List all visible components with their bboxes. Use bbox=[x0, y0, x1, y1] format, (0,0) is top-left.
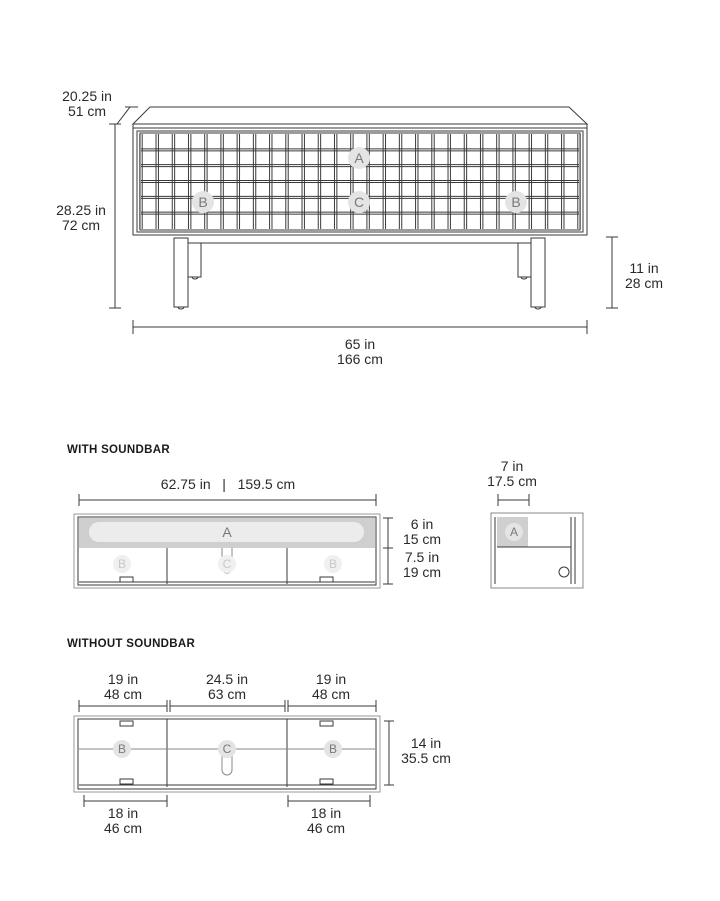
right-shelf-cm: 46 cm bbox=[306, 820, 346, 836]
with-soundbar-heading: WITH SOUNDBAR bbox=[67, 444, 170, 456]
left-width-cm: 48 cm bbox=[103, 686, 143, 702]
upper-height-cm: 15 cm bbox=[402, 531, 442, 547]
leg-height-cm: 28 cm bbox=[624, 275, 664, 291]
soundbar-badge-a: A bbox=[222, 524, 232, 540]
center-width-cm: 63 cm bbox=[207, 686, 247, 702]
left-width-in: 19 in bbox=[107, 671, 139, 687]
nosb-height-label bbox=[396, 736, 456, 766]
lower-height-cm: 19 cm bbox=[402, 564, 442, 580]
nosb-badge-b-right: B bbox=[328, 742, 338, 756]
side-depth-in: 7 in bbox=[500, 458, 524, 474]
left-shelf-in: 18 in bbox=[107, 805, 139, 821]
nosb-badge-b-left: B bbox=[117, 742, 127, 756]
lower-height-in: 7.5 in bbox=[404, 549, 440, 565]
depth-in: 20.25 in bbox=[62, 88, 112, 104]
depth-cm: 51 cm bbox=[67, 103, 107, 119]
side-depth-label bbox=[482, 459, 542, 489]
without-soundbar-heading: WITHOUT SOUNDBAR bbox=[67, 638, 196, 650]
nosb-badge-c: C bbox=[222, 742, 232, 756]
width-cm: 166 cm bbox=[337, 351, 383, 367]
soundbar-badge-c: C bbox=[222, 557, 232, 571]
inner-width-label: 62.75 in | 159.5 cm bbox=[160, 476, 296, 492]
lower-height-label bbox=[396, 550, 448, 580]
soundbar-badge-b-left: B bbox=[117, 557, 127, 571]
right-width-cm: 48 cm bbox=[311, 686, 351, 702]
right-shelf-in: 18 in bbox=[310, 805, 342, 821]
height-cm: 72 cm bbox=[61, 217, 101, 233]
left-shelf-cm: 46 cm bbox=[103, 820, 143, 836]
badge-b-right: B bbox=[511, 194, 521, 210]
leg-height-in: 11 in bbox=[629, 260, 659, 276]
width-in: 65 in bbox=[344, 336, 376, 352]
left-width-label bbox=[93, 672, 153, 702]
left-shelf-label bbox=[93, 806, 153, 836]
nosb-height-cm: 35.5 cm bbox=[401, 750, 451, 766]
side-badge-a: A bbox=[509, 525, 519, 539]
upper-height-in: 6 in bbox=[410, 516, 434, 532]
center-width-label bbox=[197, 672, 257, 702]
height-in: 28.25 in bbox=[56, 202, 106, 218]
badge-a: A bbox=[354, 150, 364, 166]
side-depth-cm: 17.5 cm bbox=[487, 473, 537, 489]
nosb-height-in: 14 in bbox=[410, 735, 442, 751]
right-width-label bbox=[301, 672, 361, 702]
upper-height-label bbox=[396, 517, 448, 547]
right-shelf-label bbox=[296, 806, 356, 836]
badge-b-left: B bbox=[198, 194, 208, 210]
center-width-in: 24.5 in bbox=[205, 671, 249, 687]
badge-c: C bbox=[353, 194, 365, 210]
soundbar-badge-b-right: B bbox=[328, 557, 338, 571]
right-width-in: 19 in bbox=[315, 671, 347, 687]
